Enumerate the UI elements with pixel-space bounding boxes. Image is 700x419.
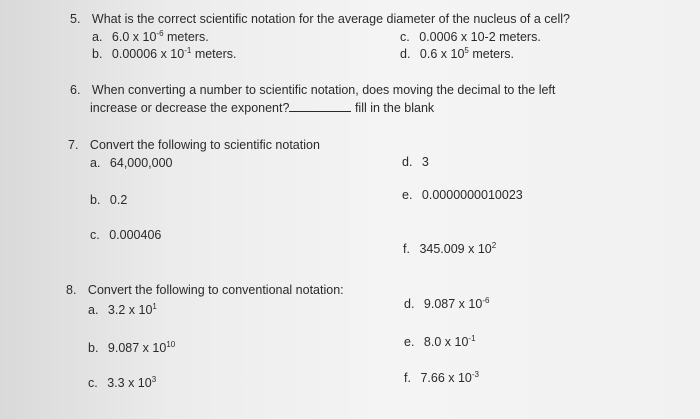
item-value: 0.0000000010023: [421, 188, 523, 202]
item-letter: b.: [90, 193, 101, 207]
item-letter: a.: [88, 303, 99, 317]
item-exponent: 10: [166, 339, 176, 349]
question-6-line2: [90, 101, 434, 115]
question-number: 5.: [70, 12, 81, 26]
option-base: 0.6 x 10: [419, 47, 465, 61]
fill-in-instruction: fill in the blank: [354, 101, 435, 115]
option-base: 0.00006 x 10: [111, 47, 185, 61]
q8-item-d: [404, 297, 489, 311]
q7-item-e: [402, 188, 523, 202]
option-exponent: 5: [464, 45, 469, 55]
item-letter: d.: [404, 297, 415, 311]
q5-option-c: [400, 30, 541, 44]
q7-item-d: [402, 155, 429, 169]
option-letter: b.: [92, 47, 103, 61]
item-base: 3.2 x 10: [107, 303, 153, 317]
question-text: Convert the following to conventional notation:: [87, 283, 344, 297]
item-letter: e.: [402, 188, 413, 202]
option-tail: meters.: [163, 30, 209, 44]
option-tail: meters.: [468, 47, 515, 61]
item-letter: c.: [90, 228, 100, 242]
q8-item-e: [404, 335, 476, 349]
question-number: 6.: [70, 83, 81, 97]
fill-in-blank[interactable]: [289, 101, 351, 112]
q8-item-a: [88, 303, 157, 317]
item-letter: e.: [404, 335, 415, 349]
item-base: 345.009 x 10: [419, 242, 492, 256]
option-base: 6.0 x 10: [111, 30, 157, 44]
q7-item-a: [90, 156, 172, 170]
question-text: What is the correct scientific notation for the average diameter of the nucleus of a cell?: [91, 12, 570, 26]
item-base: 3.3 x 10: [107, 376, 152, 390]
q5-option-a: [92, 30, 209, 44]
question-5: [70, 12, 570, 26]
item-letter: f.: [404, 371, 411, 385]
question-text-line1: When converting a number to scientific notation, does moving the decimal to the left: [91, 83, 556, 97]
q8-item-f: [404, 371, 479, 385]
option-text: 0.0006 x 10-2 meters.: [419, 30, 541, 44]
q7-item-b: [90, 193, 127, 207]
question-8: [66, 283, 344, 297]
option-exponent: -1: [184, 45, 192, 55]
item-exponent: -6: [482, 295, 490, 305]
item-exponent: 1: [152, 301, 157, 311]
item-value: 0.000406: [109, 228, 162, 242]
q7-item-f: [403, 242, 496, 256]
item-base: 8.0 x 10: [423, 335, 469, 349]
item-base: 7.66 x 10: [420, 371, 472, 385]
question-6: [70, 83, 555, 97]
option-letter: d.: [400, 47, 411, 61]
item-base: 9.087 x 10: [107, 341, 167, 355]
q5-option-d: [400, 47, 514, 61]
option-exponent: -6: [156, 28, 164, 38]
q5-option-b: [92, 47, 237, 61]
item-letter: b.: [88, 341, 99, 355]
item-value: 0.2: [109, 193, 128, 207]
option-letter: c.: [400, 30, 410, 44]
question-text-line2: increase or decrease the exponent?: [90, 101, 290, 115]
item-value: 3: [421, 155, 429, 169]
q8-item-c: [88, 376, 156, 390]
item-base: 9.087 x 10: [423, 297, 483, 311]
question-text: Convert the following to scientific notation: [89, 138, 320, 152]
item-letter: c.: [88, 376, 98, 390]
item-letter: a.: [90, 156, 101, 170]
question-number: 7.: [68, 138, 79, 152]
item-letter: f.: [403, 242, 410, 256]
item-exponent: -1: [468, 333, 476, 343]
q8-item-b: [88, 341, 175, 355]
question-7: [68, 138, 320, 152]
item-exponent: -3: [471, 369, 479, 379]
item-exponent: 3: [151, 374, 157, 384]
q7-item-c: [90, 228, 161, 242]
option-letter: a.: [92, 30, 103, 44]
option-tail: meters.: [191, 47, 237, 61]
item-letter: d.: [402, 155, 413, 169]
question-number: 8.: [66, 283, 77, 297]
item-value: 64,000,000: [109, 156, 173, 170]
item-exponent: 2: [491, 240, 497, 250]
